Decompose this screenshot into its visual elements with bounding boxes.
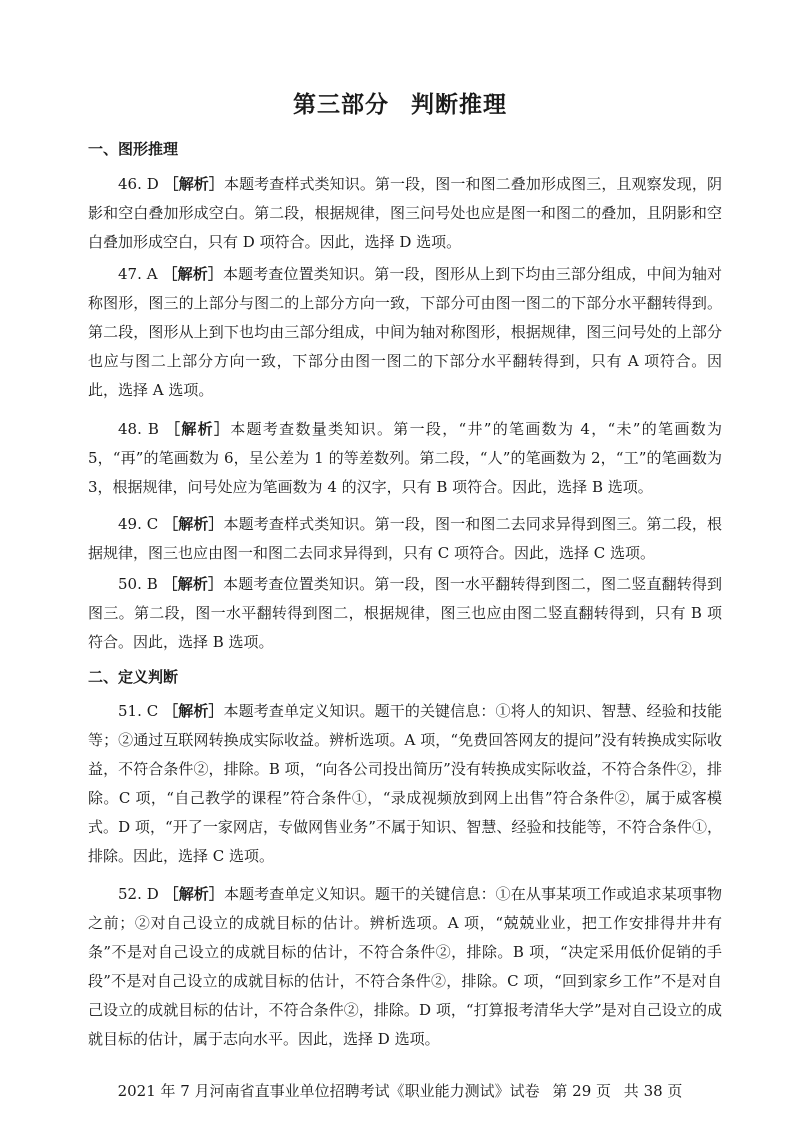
answer-item-52 [88, 880, 722, 1054]
item-tag: ［解析］ [163, 175, 224, 193]
item-tag: ［解析］ [163, 515, 224, 533]
item-number: 52. D [118, 885, 159, 903]
page-footer [0, 1080, 800, 1101]
item-text: 本题考查单定义知识。题干的关键信息：①在从事某项工作或追求某项事物之前；②对自己设立的成就目标的估计。辨析选项。A 项，“兢兢业业，把工作安排得井井有条”不是对自己设立的成就目标的估计，不符合条件②，排除。B 项，“决定采用低价促销的手段”不是对自己设立的成就目标的估计，不符合条件②，排除。C 项，“回到家乡工作”不是对自己设立的成就目标的估计，不符合条件②，排除。D 项，“打算报考清华大学”是对自己设立的成就目标的估计，属于志向水平。因此，选择 D 选项。 [88, 885, 722, 1048]
item-number: 51. C [118, 702, 159, 720]
answer-item-51 [88, 697, 722, 871]
item-number: 49. C [118, 515, 159, 533]
item-text: 本题考查样式类知识。第一段，图一和图二去同求异得到图三。第二段，根据规律，图三也应由图一和图二去同求异得到，只有 C 项符合。因此，选择 C 选项。 [88, 515, 722, 562]
item-number: 50. B [118, 575, 158, 593]
answer-item-47 [88, 260, 722, 405]
item-number: 47. A [118, 265, 158, 283]
section-heading-definition: 二、定义判断 [88, 668, 179, 686]
item-number: 48. B [118, 420, 159, 438]
footer-total-pages: 共 38 页 [623, 1082, 683, 1100]
item-text: 本题考查数量类知识。第一段，“井”的笔画数为 4，“未”的笔画数为 5，“再”的笔画数为 6，呈公差为 1 的等差数列。第二段，“人”的笔画数为 2，“工”的笔画数为 3，根据规律，问号处应为笔画数为 4 的汉字，只有 B 项符合。因此，选择 B 选项。 [88, 420, 722, 496]
item-text: 本题考查位置类知识。第一段，图形从上到下均由三部分组成，中间为轴对称图形，图三的上部分与图二的上部分方向一致，下部分可由图一图二的下部分水平翻转得到。第二段，图形从上到下也均由三部分组成，中间为轴对称图形，根据规律，图三问号处的上部分也应与图二上部分方向一致，下部分由图一图二的下部分水平翻转得到，只有 A 项符合。因此，选择 A 选项。 [88, 265, 722, 399]
item-tag: ［解析］ [163, 702, 224, 720]
item-tag: ［解析］ [163, 885, 224, 903]
item-tag: ［解析］ [162, 575, 224, 593]
answer-item-49 [88, 510, 722, 568]
answer-item-48 [88, 415, 722, 502]
answer-item-50 [88, 570, 722, 657]
answer-item-46 [88, 170, 722, 257]
title-part: 第三部分 [293, 92, 389, 118]
item-tag: ［解析］ [162, 265, 223, 283]
footer-exam-name: 2021 年 7 月河南省直事业单位招聘考试《职业能力测试》试卷 [117, 1082, 540, 1100]
item-tag: ［解析］ [165, 420, 231, 438]
item-number: 46. D [118, 175, 159, 193]
title-topic: 判断推理 [411, 92, 507, 118]
page-title [0, 86, 800, 119]
section-heading-figure: 一、图形推理 [88, 140, 179, 158]
item-text: 本题考查单定义知识。题干的关键信息：①将人的知识、智慧、经验和技能等；②通过互联网转换成实际收益。辨析选项。A 项，“免费回答网友的提问”没有转换成实际收益，不符合条件②，排除。B 项，“向各公司投出简历”没有转换成实际收益，不符合条件②，排除。C 项，“自己教学的课程”符合条件①，“录成视频放到网上出售”符合条件②，属于威客模式。D 项，“开了一家网店，专做网售业务”不属于知识、智慧、经验和技能等，不符合条件①，排除。因此，选择 C 选项。 [88, 702, 722, 865]
item-text: 本题考查样式类知识。第一段，图一和图二叠加形成图三，且观察发现，阴影和空白叠加形成空白。第二段，根据规律，图三问号处也应是图一和图二的叠加，且阴影和空白叠加形成空白，只有 D 项符合。因此，选择 D 选项。 [88, 175, 722, 251]
footer-page-number: 第 29 页 [552, 1082, 612, 1100]
item-text: 本题考查位置类知识。第一段，图一水平翻转得到图二，图二竖直翻转得到图三。第二段，图一水平翻转得到图二，根据规律，图三也应由图二竖直翻转得到，只有 B 项符合。因此，选择 B 选项。 [88, 575, 722, 651]
